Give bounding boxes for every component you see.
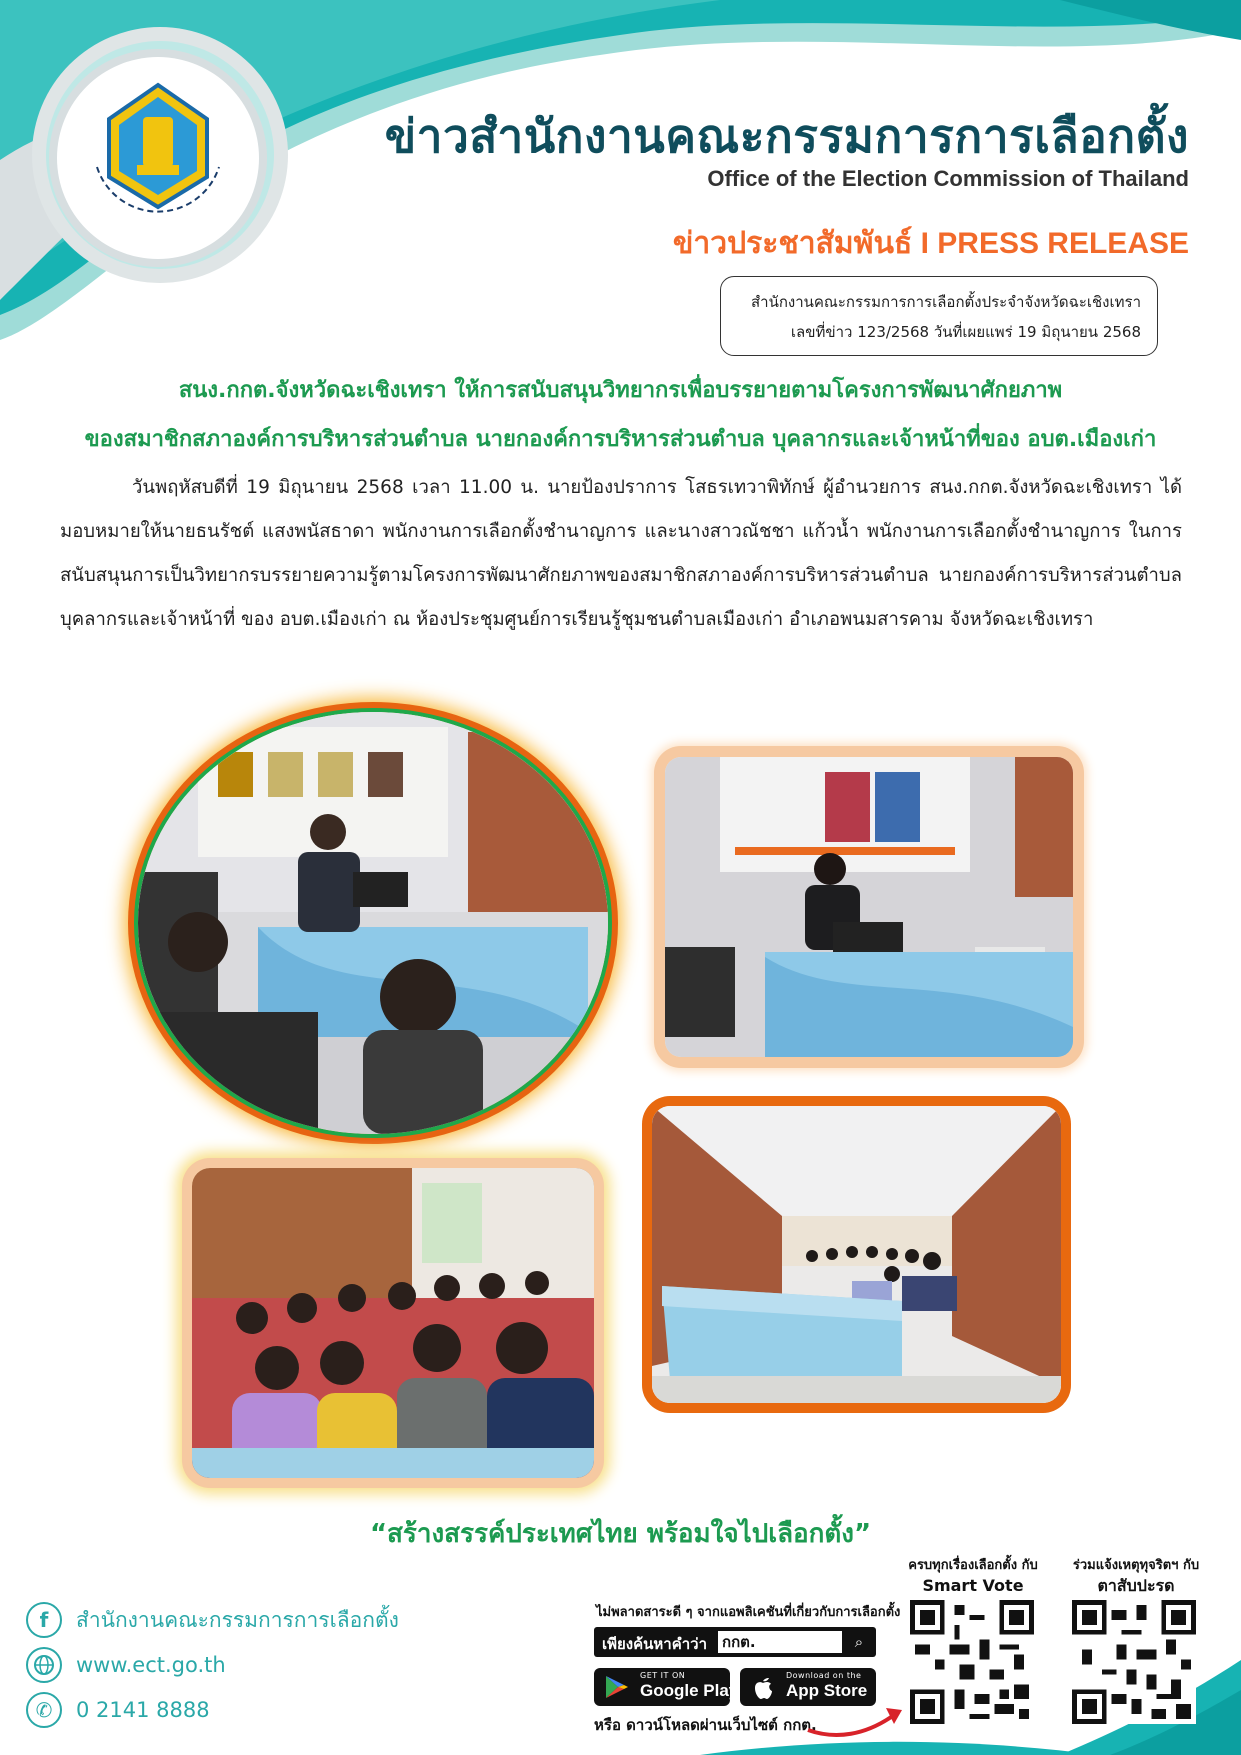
smart-vote-name: Smart Vote <box>922 1576 1024 1595</box>
google-play-text: Google Play <box>640 1681 739 1700</box>
facebook-page-name: สำนักงานคณะกรรมการการเลือกตั้ง <box>76 1607 399 1632</box>
phone-icon: ✆ <box>26 1692 62 1728</box>
release-info-box <box>720 276 1158 356</box>
apple-icon <box>752 1674 774 1700</box>
photo-meeting-room <box>652 1106 1061 1403</box>
website-url: www.ect.go.th <box>76 1653 226 1677</box>
report-app-name: ตาสับปะรด <box>1097 1576 1175 1595</box>
smart-vote-qr-code[interactable] <box>910 1600 1034 1724</box>
photo-audience-front <box>192 1168 594 1478</box>
photo-speaker-woman <box>665 757 1073 1057</box>
app-store-text: App Store <box>786 1681 868 1700</box>
headline-line-2: ของสมาชิกสภาองค์การบริหารส่วนตำบล นายกองค์การบริหารส่วนตำบล บุคลากรและเจ้าหน้าที่ของ อบต.เมืองเก่า <box>84 427 1157 452</box>
search-term: กกต. <box>718 1631 842 1653</box>
google-play-icon <box>604 1675 630 1699</box>
phone-contact[interactable] <box>26 1690 210 1730</box>
red-arrow-icon <box>806 1700 906 1740</box>
body-paragraph: วันพฤหัสบดีที่ 19 มิถุนายน 2568 เวลา 11.00 น. นายป้องปราการ โสธรเทวาพิทักษ์ ผู้อำนวยการ สนง.กกต.จังหวัดฉะเชิงเทรา ได้มอบหมายให้นายธนรัชต์ แสงพนัสธาดา พนักงานการเลือกตั้งชำนาญการ และนางสาวณัชชา แก้วน้ำ พนักงานการเลือกตั้งชำนาญการ ในการสนับสนุนการเป็นวิทยากรบรรยายความรู้ตามโครงการพัฒนาศักยภาพของสมาชิกสภาองค์การบริหารส่วนตำบล นายกองค์การบริหารส่วนตำบล บุคลากรและเจ้าหน้าที่ ของ อบต.เมืองเก่า ณ ห้องประชุมศูนย์การเรียนรู้ชุมชนตำบลเมืองเก่า อำเภอพนมสารคาม จังหวัดฉะเชิงเทรา <box>60 477 1182 630</box>
smart-vote-caption <box>900 1556 1046 1598</box>
org-title-english: Office of the Election Commission of Thailand <box>707 166 1189 191</box>
press-release-label: ข่าวประชาสัมพันธ์ I PRESS RELEASE <box>672 227 1189 260</box>
facebook-icon: f <box>26 1602 62 1638</box>
report-qr-code[interactable] <box>1072 1600 1196 1724</box>
report-caption <box>1063 1556 1209 1598</box>
ect-emblem-icon <box>57 57 259 259</box>
phone-number: 0 2141 8888 <box>76 1698 210 1722</box>
app-search-bar <box>594 1627 876 1657</box>
website-contact[interactable] <box>26 1645 226 1685</box>
search-label: เพียงค้นหาคำว่า <box>602 1635 708 1653</box>
headline-line-1: สนง.กกต.จังหวัดฉะเชิงเทรา ให้การสนับสนุนวิทยากรเพื่อบรรยายตามโครงการพัฒนาศักยภาพ <box>178 378 1063 403</box>
campaign-slogan: “สร้างสรรค์ประเทศไทย พร้อมใจไปเลือกตั้ง” <box>369 1519 872 1549</box>
google-play-small-text: GET IT ON <box>640 1671 686 1680</box>
release-number-date: เลขที่ข่าว 123/2568 วันที่เผยแพร่ 19 มิถุนายน 2568 <box>790 323 1141 341</box>
office-name: สำนักงานคณะกรรมการการเลือกตั้งประจำจังหวัดฉะเชิงเทรา <box>750 293 1141 311</box>
download-website-note: หรือ ดาวน์โหลดผ่านเว็บไซต์ กกต. <box>594 1716 817 1734</box>
smart-vote-caption-text: ครบทุกเรื่องเลือกตั้ง กับ <box>908 1558 1038 1573</box>
report-caption-text: ร่วมแจ้งเหตุทุจริตฯ กับ <box>1072 1558 1200 1573</box>
photo-speaker-man <box>138 712 608 1134</box>
app-store-small-text: Download on the <box>786 1671 862 1680</box>
globe-icon <box>26 1647 62 1683</box>
ect-logo <box>57 57 259 259</box>
facebook-contact[interactable] <box>26 1600 399 1640</box>
search-icon: ⌕ <box>854 1633 864 1651</box>
google-play-badge[interactable] <box>594 1668 739 1706</box>
org-title-thai: ข่าวสำนักงานคณะกรรมการการเลือกตั้ง <box>384 109 1189 163</box>
article-body <box>60 466 1182 642</box>
apps-note: ไม่พลาดสาระดี ๆ จากแอพลิเคชันที่เกี่ยวกับการเลือกตั้ง <box>596 1605 901 1620</box>
